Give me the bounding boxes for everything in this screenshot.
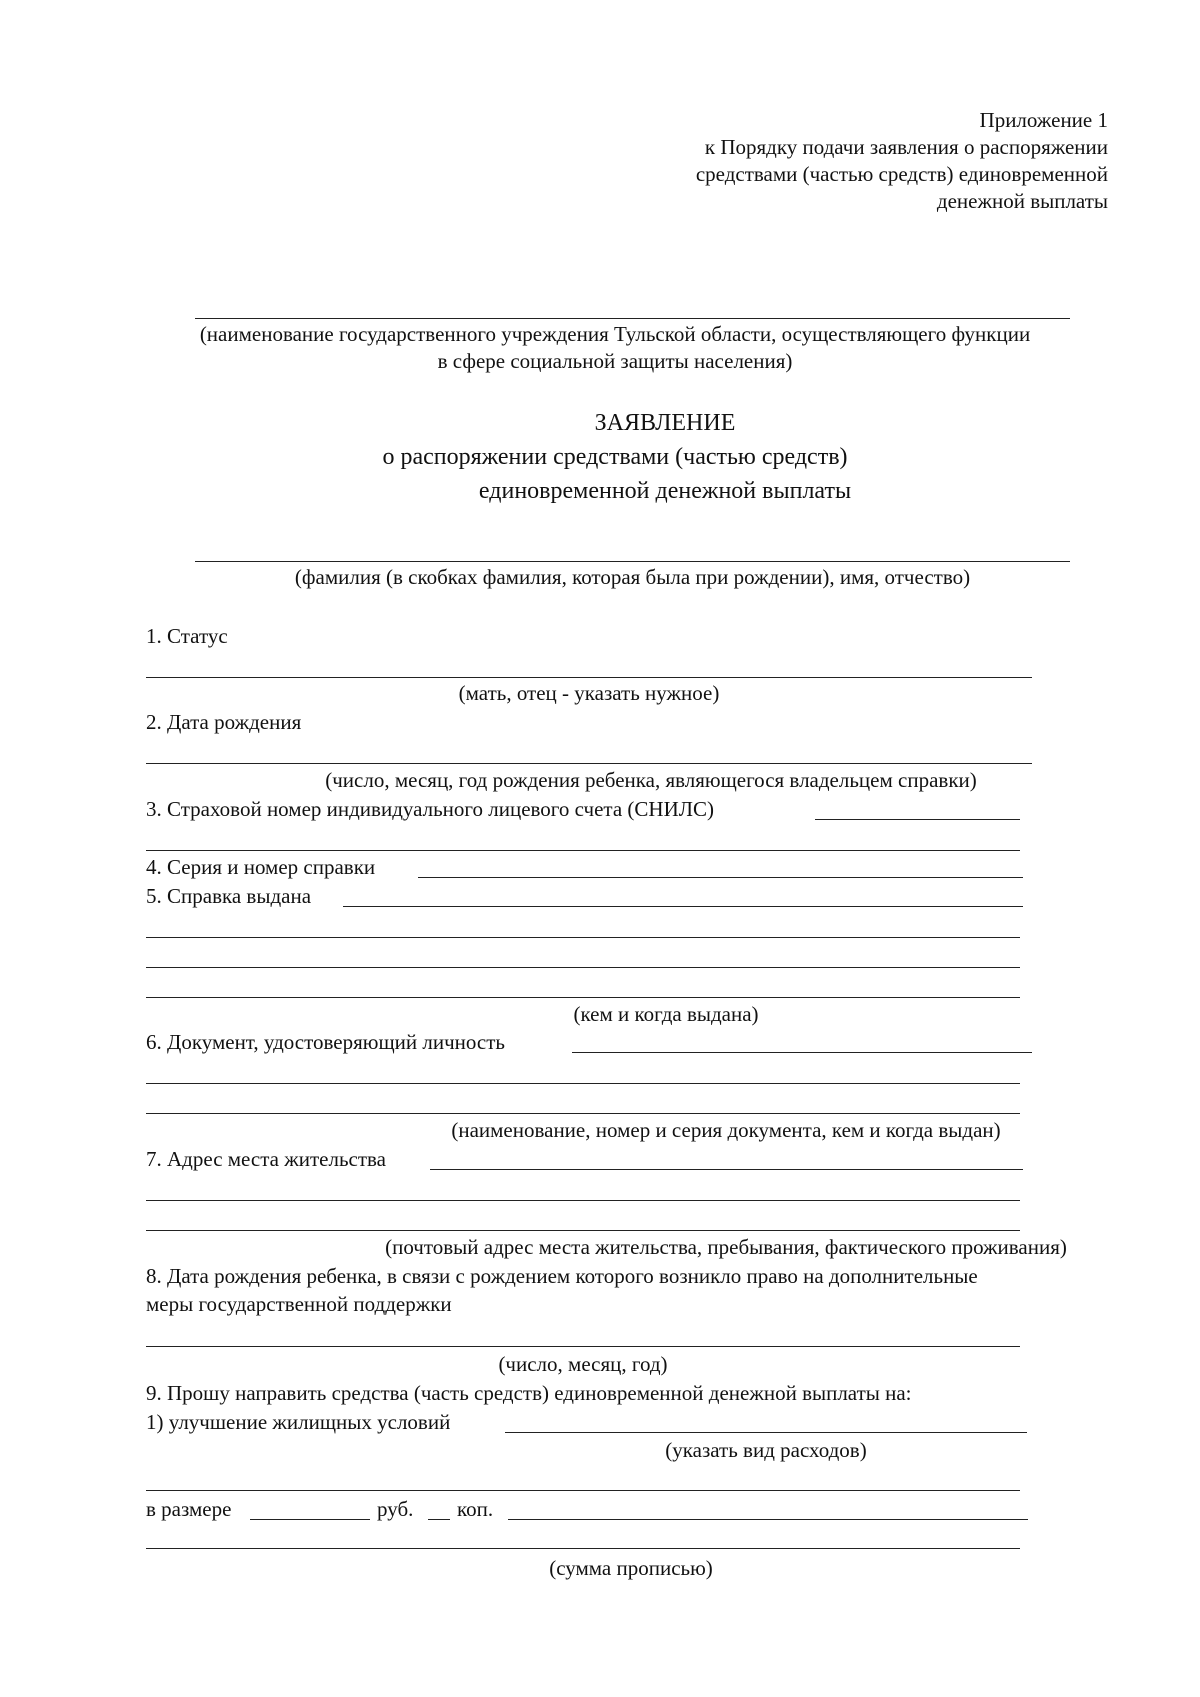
- institution-caption-2: в сфере социальной защиты населения): [437, 349, 793, 373]
- snils-input[interactable]: [815, 819, 1020, 820]
- cert-issued-caption: (кем и когда выдана): [573, 1002, 759, 1026]
- housing-label: 1) улучшение жилищных условий: [146, 1410, 451, 1434]
- institution-caption-1: (наименование государственного учреждения Тульской области, осуществляющего функции: [199, 322, 1031, 346]
- birth-date-caption: (число, месяц, год рождения ребенка, являющегося владельцем справки): [325, 768, 977, 792]
- id-document-caption: (наименование, номер и серия документа, кем и когда выдан): [451, 1118, 1001, 1142]
- applicant-name-input[interactable]: [195, 561, 1070, 562]
- housing-caption: (указать вид расходов): [665, 1438, 867, 1462]
- document-title: ЗАЯВЛЕНИЕ: [594, 410, 736, 436]
- request-label: 9. Прошу направить средства (часть средств) единовременной денежной выплаты на:: [146, 1381, 912, 1405]
- amount-prefix: в размере: [146, 1497, 232, 1521]
- child-birth-label-1: 8. Дата рождения ребенка, в связи с рождением которого возникло право на дополнительные: [146, 1264, 978, 1288]
- amount-kop-input[interactable]: [428, 1519, 450, 1520]
- appendix-line-1: Приложение 1: [979, 108, 1108, 132]
- cert-issued-input-line-3[interactable]: [146, 967, 1020, 968]
- cert-number-label: 4. Серия и номер справки: [146, 855, 376, 879]
- address-label: 7. Адрес места жительства: [146, 1147, 386, 1171]
- address-input-line-2[interactable]: [146, 1200, 1020, 1201]
- cert-issued-input-line-4[interactable]: [146, 997, 1020, 998]
- address-input[interactable]: [430, 1169, 1023, 1170]
- amount-caption: (сумма прописью): [549, 1556, 713, 1580]
- appendix-line-2: к Порядку подачи заявления о распоряжении: [704, 135, 1108, 159]
- cert-issued-input-line-2[interactable]: [146, 937, 1020, 938]
- amount-kop-label: коп.: [457, 1497, 494, 1521]
- amount-rub-label: руб.: [377, 1497, 414, 1521]
- id-document-input-line-3[interactable]: [146, 1113, 1020, 1114]
- id-document-label: 6. Документ, удостоверяющий личность: [146, 1030, 505, 1054]
- amount-rub-input[interactable]: [250, 1519, 370, 1520]
- amount-words-input-line-2[interactable]: [146, 1548, 1020, 1549]
- status-input[interactable]: [146, 677, 1032, 678]
- document-subtitle-2: единовременной денежной выплаты: [478, 478, 852, 504]
- birth-date-label: 2. Дата рождения: [146, 710, 302, 734]
- amount-words-input[interactable]: [508, 1519, 1028, 1520]
- status-caption: (мать, отец - указать нужное): [458, 681, 720, 705]
- document-subtitle-1: о распоряжении средствами (частью средств): [382, 444, 848, 470]
- cert-issued-input[interactable]: [343, 906, 1023, 907]
- snils-label: 3. Страховой номер индивидуального лицевого счета (СНИЛС): [146, 797, 714, 821]
- cert-issued-label: 5. Справка выдана: [146, 884, 312, 908]
- cert-number-input[interactable]: [418, 877, 1023, 878]
- id-document-input-line-2[interactable]: [146, 1083, 1020, 1084]
- child-birth-caption: (число, месяц, год): [498, 1352, 668, 1376]
- child-birth-label-2: меры государственной поддержки: [146, 1292, 452, 1316]
- applicant-caption: (фамилия (в скобках фамилия, которая была при рождении), имя, отчество): [294, 565, 971, 589]
- child-birth-date-input[interactable]: [146, 1346, 1020, 1347]
- birth-date-input[interactable]: [146, 763, 1032, 764]
- address-caption: (почтовый адрес места жительства, пребывания, фактического проживания): [385, 1235, 1067, 1259]
- snils-input-continued[interactable]: [146, 850, 1020, 851]
- address-input-line-3[interactable]: [146, 1230, 1020, 1231]
- appendix-line-3: средствами (частью средств) единовременной: [695, 162, 1108, 186]
- housing-expense-input-line-2[interactable]: [146, 1490, 1020, 1491]
- id-document-input[interactable]: [572, 1052, 1032, 1053]
- appendix-line-4: денежной выплаты: [936, 189, 1108, 213]
- institution-name-input[interactable]: [195, 318, 1070, 319]
- status-label: 1. Статус: [146, 624, 228, 648]
- housing-expense-input[interactable]: [505, 1432, 1027, 1433]
